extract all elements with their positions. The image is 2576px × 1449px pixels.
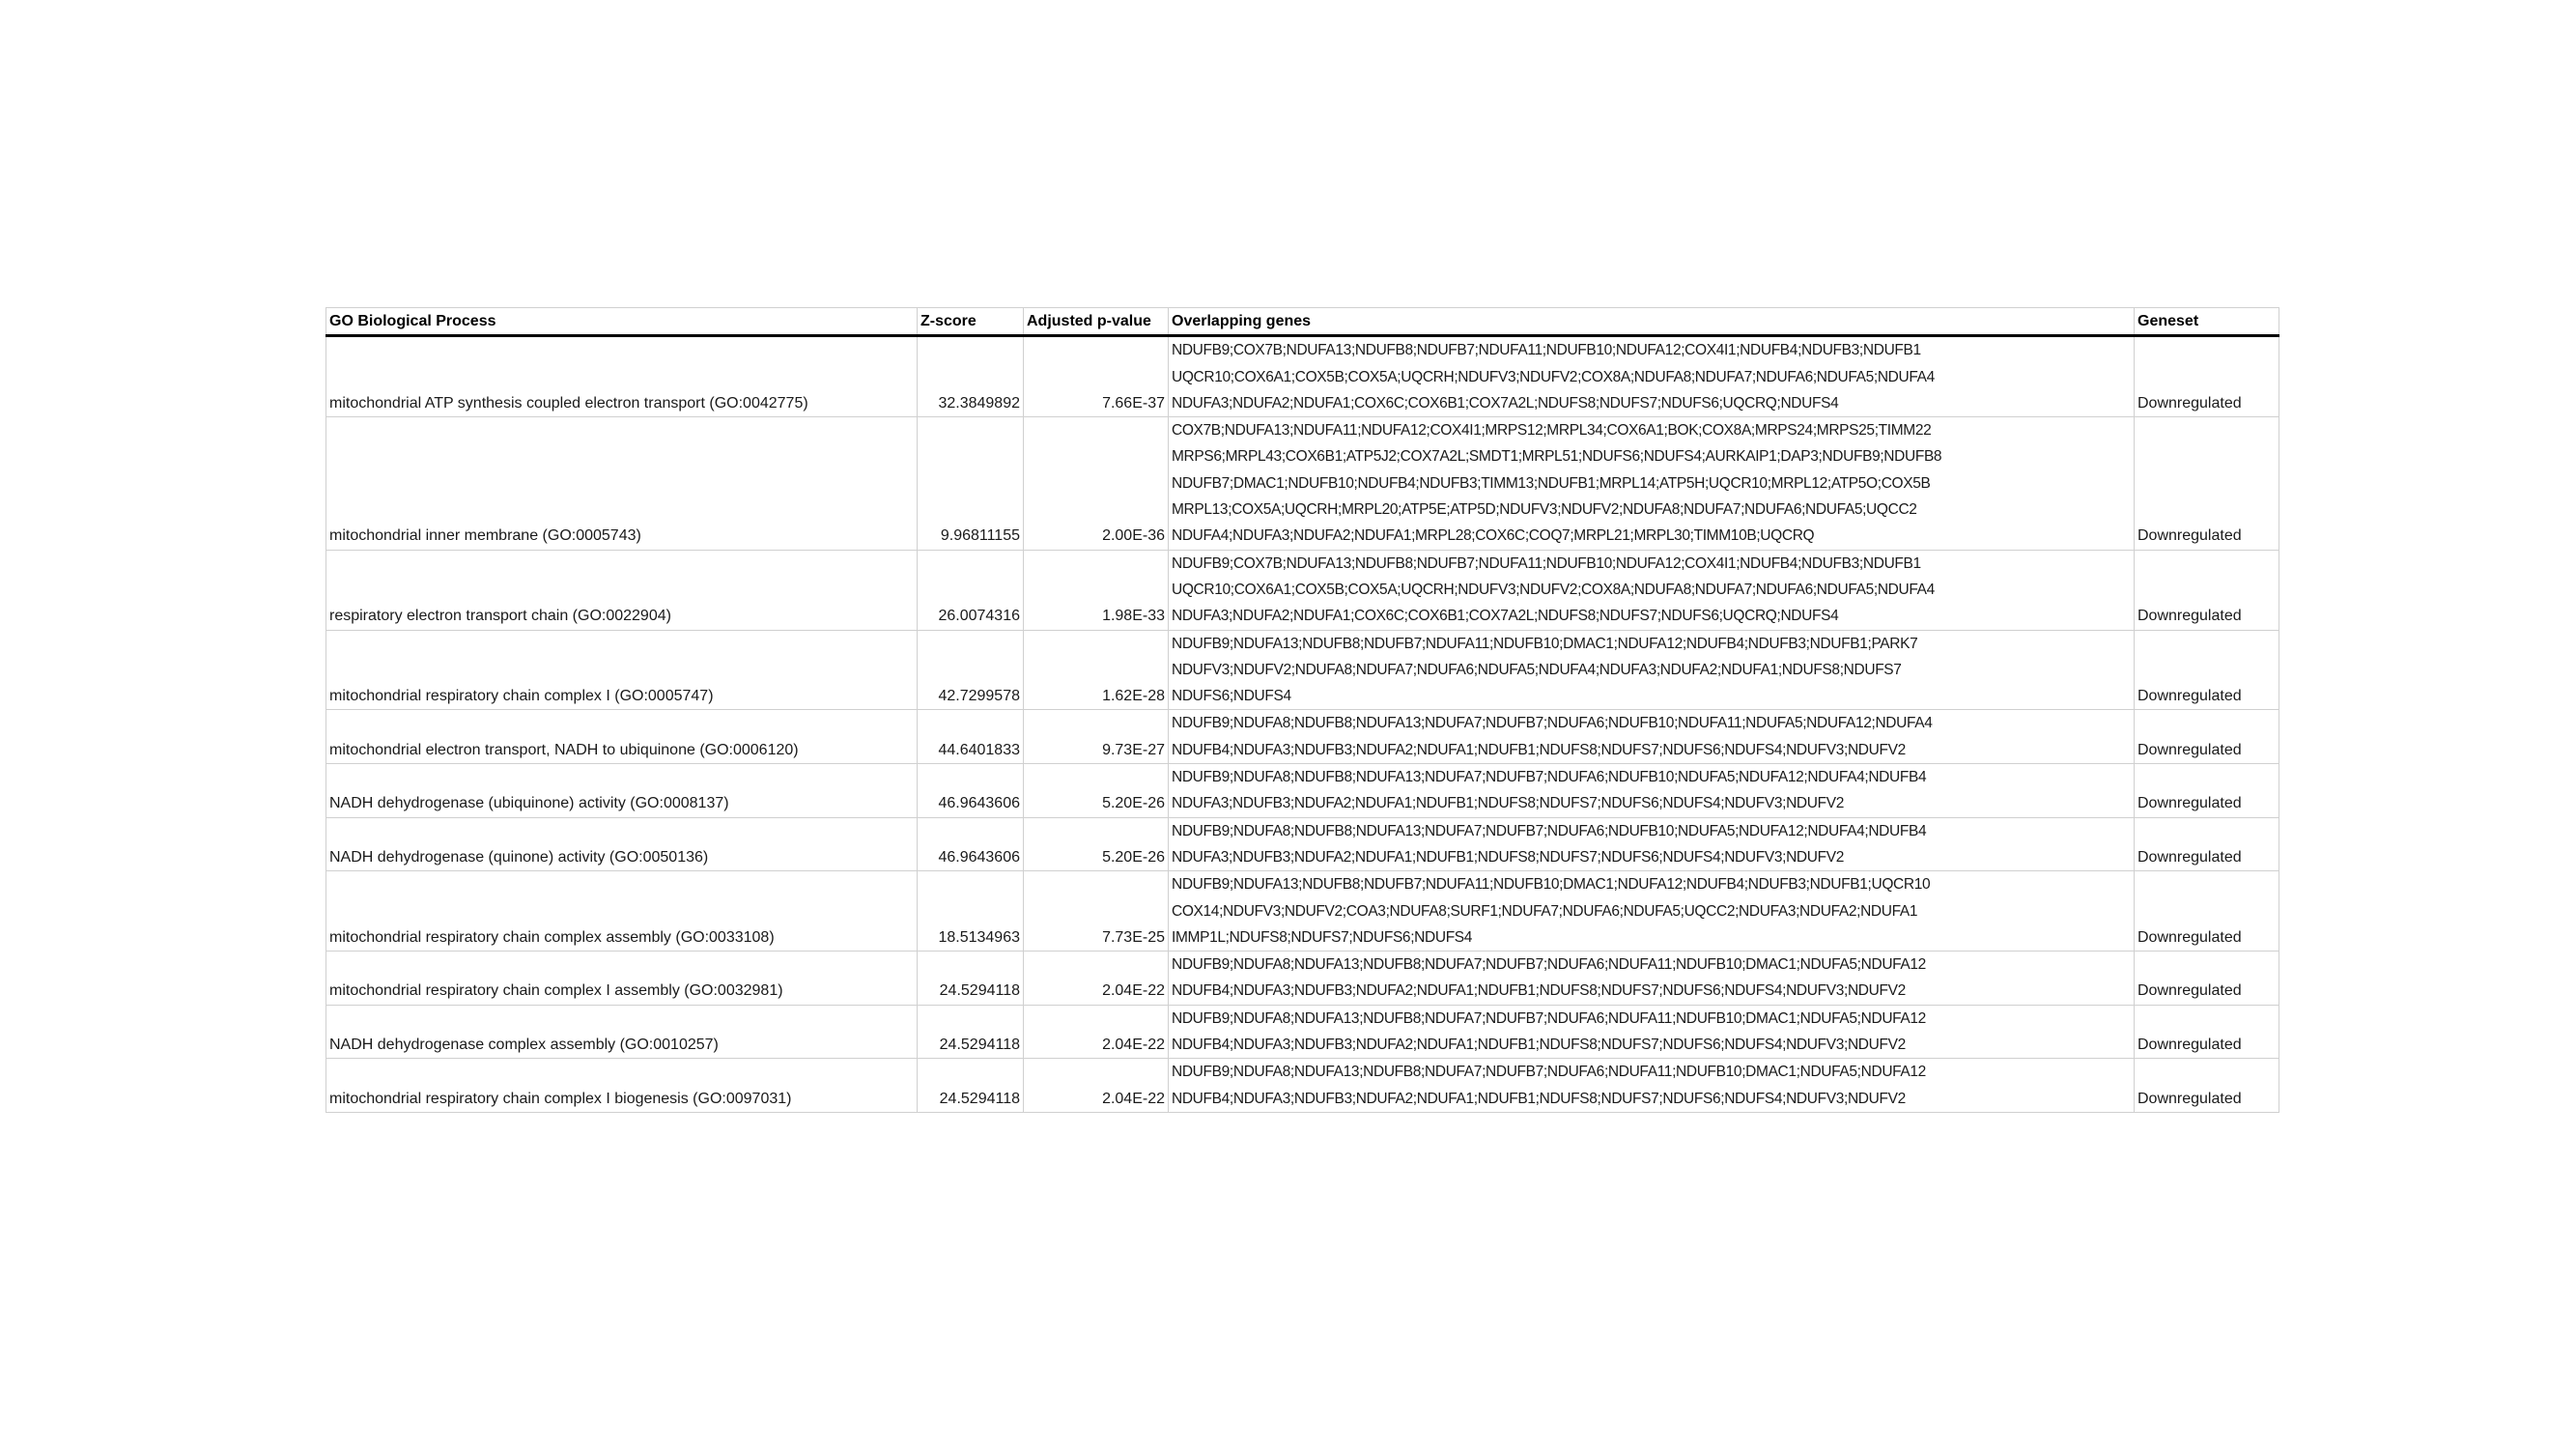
- gene-list-line: NDUFA3;NDUFA2;NDUFA1;COX6C;COX6B1;COX7A2L;NDUFS8;NDUFS7;NDUFS6;UQCRQ;NDUFS4: [1172, 394, 1839, 412]
- overlapping-genes-cell: [1169, 417, 2135, 550]
- table-row: [326, 630, 2279, 710]
- p-value-cell: 2.00E-36: [1024, 417, 1169, 550]
- gene-list-line: NDUFS6;NDUFS4: [1172, 688, 1291, 705]
- p-value-cell: 1.98E-33: [1024, 550, 1169, 630]
- geneset-cell: Downregulated: [2135, 871, 2279, 952]
- table-body: [326, 336, 2279, 1113]
- z-score-cell: 32.3849892: [918, 336, 1024, 417]
- gene-list-line: NDUFB4;NDUFA3;NDUFB3;NDUFA2;NDUFA1;NDUFB1;NDUFS8;NDUFS7;NDUFS6;NDUFS4;NDUFV3;NDUFV2: [1172, 1037, 1906, 1054]
- gene-list-line: UQCR10;COX6A1;COX5B;COX5A;UQCRH;NDUFV3;NDUFV2;COX8A;NDUFA8;NDUFA7;NDUFA6;NDUFA5;NDUFA4: [1172, 581, 1935, 598]
- go-process-cell: mitochondrial electron transport, NADH to ubiquinone (GO:0006120): [326, 710, 918, 764]
- gene-list-line: NDUFB9;NDUFA8;NDUFB8;NDUFA13;NDUFA7;NDUFB7;NDUFA6;NDUFB10;NDUFA5;NDUFA12;NDUFA4;NDUFB4: [1172, 769, 1927, 786]
- overlapping-genes-cell: [1169, 336, 2135, 417]
- p-value-cell: 1.62E-28: [1024, 630, 1169, 710]
- gene-list-line: MRPL13;COX5A;UQCRH;MRPL20;ATP5E;ATP5D;NDUFV3;NDUFV2;NDUFA8;NDUFA7;NDUFA6;NDUFA5;UQCC2: [1172, 501, 1917, 519]
- go-process-cell: NADH dehydrogenase complex assembly (GO:0010257): [326, 1005, 918, 1059]
- geneset-cell: Downregulated: [2135, 710, 2279, 764]
- gene-list-line: NDUFB9;COX7B;NDUFA13;NDUFB8;NDUFB7;NDUFA11;NDUFB10;NDUFA12;COX4I1;NDUFB4;NDUFB3;NDUFB1: [1172, 342, 1921, 359]
- go-process-cell: respiratory electron transport chain (GO:0022904): [326, 550, 918, 630]
- p-value-cell: 7.66E-37: [1024, 336, 1169, 417]
- gene-list-line: NDUFB7;DMAC1;NDUFB10;NDUFB4;NDUFB3;TIMM13;NDUFB1;MRPL14;ATP5H;UQCR10;MRPL12;ATP5O;COX5B: [1172, 474, 1931, 492]
- table-row: [326, 817, 2279, 871]
- p-value-cell: 2.04E-22: [1024, 952, 1169, 1006]
- table-row: [326, 550, 2279, 630]
- table-row: [326, 1059, 2279, 1113]
- gene-list-line: NDUFB9;NDUFA8;NDUFA13;NDUFB8;NDUFA7;NDUFB7;NDUFA6;NDUFA11;NDUFB10;DMAC1;NDUFA5;NDUFA12: [1172, 956, 1926, 974]
- go-process-cell: mitochondrial inner membrane (GO:0005743): [326, 417, 918, 550]
- gene-list-line: NDUFB9;COX7B;NDUFA13;NDUFB8;NDUFB7;NDUFA11;NDUFB10;NDUFA12;COX4I1;NDUFB4;NDUFB3;NDUFB1: [1172, 554, 1921, 572]
- header-overlapping-genes: Overlapping genes: [1169, 308, 2135, 336]
- p-value-cell: 2.04E-22: [1024, 1059, 1169, 1113]
- gene-list-line: NDUFB4;NDUFA3;NDUFB3;NDUFA2;NDUFA1;NDUFB1;NDUFS8;NDUFS7;NDUFS6;NDUFS4;NDUFV3;NDUFV2: [1172, 741, 1906, 758]
- p-value-cell: 7.73E-25: [1024, 871, 1169, 952]
- geneset-cell: Downregulated: [2135, 817, 2279, 871]
- overlapping-genes-cell: [1169, 764, 2135, 818]
- gene-list-line: COX7B;NDUFA13;NDUFA11;NDUFA12;COX4I1;MRPS12;MRPL34;COX6A1;BOK;COX8A;MRPS24;MRPS25;TIMM22: [1172, 422, 1932, 440]
- go-process-cell: mitochondrial respiratory chain complex I assembly (GO:0032981): [326, 952, 918, 1006]
- go-process-cell: mitochondrial respiratory chain complex assembly (GO:0033108): [326, 871, 918, 952]
- z-score-cell: 26.0074316: [918, 550, 1024, 630]
- header-row: [326, 308, 2279, 336]
- table-row: [326, 1005, 2279, 1059]
- overlapping-genes-cell: [1169, 817, 2135, 871]
- overlapping-genes-cell: [1169, 710, 2135, 764]
- geneset-cell: Downregulated: [2135, 1005, 2279, 1059]
- table-row: [326, 336, 2279, 417]
- go-process-cell: NADH dehydrogenase (quinone) activity (GO:0050136): [326, 817, 918, 871]
- table-row: [326, 417, 2279, 550]
- header-go-process: GO Biological Process: [326, 308, 918, 336]
- gene-list-line: NDUFA4;NDUFA3;NDUFA2;NDUFA1;MRPL28;COX6C;COQ7;MRPL21;MRPL30;TIMM10B;UQCRQ: [1172, 527, 1815, 545]
- go-process-cell: mitochondrial respiratory chain complex I (GO:0005747): [326, 630, 918, 710]
- p-value-cell: 2.04E-22: [1024, 1005, 1169, 1059]
- gene-list-line: UQCR10;COX6A1;COX5B;COX5A;UQCRH;NDUFV3;NDUFV2;COX8A;NDUFA8;NDUFA7;NDUFA6;NDUFA5;NDUFA4: [1172, 368, 1935, 385]
- gene-list-line: NDUFA3;NDUFB3;NDUFA2;NDUFA1;NDUFB1;NDUFS8;NDUFS7;NDUFS6;NDUFS4;NDUFV3;NDUFV2: [1172, 848, 1844, 866]
- gene-list-line: IMMP1L;NDUFS8;NDUFS7;NDUFS6;NDUFS4: [1172, 928, 1473, 946]
- overlapping-genes-cell: [1169, 1059, 2135, 1113]
- gene-list-line: COX14;NDUFV3;NDUFV2;COA3;NDUFA8;SURF1;NDUFA7;NDUFA6;NDUFA5;UQCC2;NDUFA3;NDUFA2;NDUFA1: [1172, 902, 1918, 920]
- geneset-cell: Downregulated: [2135, 336, 2279, 417]
- table-header: [326, 308, 2279, 336]
- z-score-cell: 46.9643606: [918, 764, 1024, 818]
- overlapping-genes-cell: [1169, 952, 2135, 1006]
- geneset-cell: Downregulated: [2135, 417, 2279, 550]
- header-adjusted-p-value: Adjusted p-value: [1024, 308, 1169, 336]
- overlapping-genes-cell: [1169, 1005, 2135, 1059]
- gene-list-line: NDUFB4;NDUFA3;NDUFB3;NDUFA2;NDUFA1;NDUFB1;NDUFS8;NDUFS7;NDUFS6;NDUFS4;NDUFV3;NDUFV2: [1172, 1090, 1906, 1107]
- table-row: [326, 871, 2279, 952]
- z-score-cell: 9.96811155: [918, 417, 1024, 550]
- p-value-cell: 5.20E-26: [1024, 764, 1169, 818]
- gene-list-line: MRPS6;MRPL43;COX6B1;ATP5J2;COX7A2L;SMDT1;MRPL51;NDUFS6;NDUFS4;AURKAIP1;DAP3;NDUFB9;NDUFB8: [1172, 448, 1942, 466]
- gene-list-line: NDUFA3;NDUFB3;NDUFA2;NDUFA1;NDUFB1;NDUFS8;NDUFS7;NDUFS6;NDUFS4;NDUFV3;NDUFV2: [1172, 795, 1844, 812]
- gene-list-line: NDUFB9;NDUFA8;NDUFA13;NDUFB8;NDUFA7;NDUFB7;NDUFA6;NDUFA11;NDUFB10;DMAC1;NDUFA5;NDUFA12: [1172, 1009, 1926, 1027]
- geneset-cell: Downregulated: [2135, 630, 2279, 710]
- go-process-cell: mitochondrial respiratory chain complex I biogenesis (GO:0097031): [326, 1059, 918, 1113]
- z-score-cell: 42.7299578: [918, 630, 1024, 710]
- go-enrichment-table: [326, 307, 2279, 1113]
- gene-list-line: NDUFB9;NDUFA8;NDUFB8;NDUFA13;NDUFA7;NDUFB7;NDUFA6;NDUFB10;NDUFA11;NDUFA5;NDUFA12;NDUFA4: [1172, 715, 1933, 732]
- header-geneset: Geneset: [2135, 308, 2279, 336]
- gene-list-line: NDUFB9;NDUFA8;NDUFB8;NDUFA13;NDUFA7;NDUFB7;NDUFA6;NDUFB10;NDUFA5;NDUFA12;NDUFA4;NDUFB4: [1172, 822, 1927, 839]
- table-row: [326, 764, 2279, 818]
- table-row: [326, 952, 2279, 1006]
- go-process-cell: mitochondrial ATP synthesis coupled electron transport (GO:0042775): [326, 336, 918, 417]
- p-value-cell: 5.20E-26: [1024, 817, 1169, 871]
- p-value-cell: 9.73E-27: [1024, 710, 1169, 764]
- header-z-score: Z-score: [918, 308, 1024, 336]
- z-score-cell: 24.5294118: [918, 1005, 1024, 1059]
- overlapping-genes-cell: [1169, 630, 2135, 710]
- gene-list-line: NDUFA3;NDUFA2;NDUFA1;COX6C;COX6B1;COX7A2L;NDUFS8;NDUFS7;NDUFS6;UQCRQ;NDUFS4: [1172, 608, 1839, 625]
- overlapping-genes-cell: [1169, 550, 2135, 630]
- table-row: [326, 710, 2279, 764]
- go-process-cell: NADH dehydrogenase (ubiquinone) activity (GO:0008137): [326, 764, 918, 818]
- z-score-cell: 44.6401833: [918, 710, 1024, 764]
- geneset-cell: Downregulated: [2135, 1059, 2279, 1113]
- overlapping-genes-cell: [1169, 871, 2135, 952]
- gene-list-line: NDUFV3;NDUFV2;NDUFA8;NDUFA7;NDUFA6;NDUFA5;NDUFA4;NDUFA3;NDUFA2;NDUFA1;NDUFS8;NDUFS7: [1172, 661, 1902, 678]
- gene-list-line: NDUFB9;NDUFA8;NDUFA13;NDUFB8;NDUFA7;NDUFB7;NDUFA6;NDUFA11;NDUFB10;DMAC1;NDUFA5;NDUFA12: [1172, 1064, 1926, 1081]
- geneset-cell: Downregulated: [2135, 952, 2279, 1006]
- gene-list-line: NDUFB9;NDUFA13;NDUFB8;NDUFB7;NDUFA11;NDUFB10;DMAC1;NDUFA12;NDUFB4;NDUFB3;NDUFB1;UQCR10: [1172, 876, 1931, 894]
- z-score-cell: 18.5134963: [918, 871, 1024, 952]
- z-score-cell: 24.5294118: [918, 1059, 1024, 1113]
- gene-list-line: NDUFB4;NDUFA3;NDUFB3;NDUFA2;NDUFA1;NDUFB1;NDUFS8;NDUFS7;NDUFS6;NDUFS4;NDUFV3;NDUFV2: [1172, 982, 1906, 1000]
- geneset-cell: Downregulated: [2135, 550, 2279, 630]
- z-score-cell: 46.9643606: [918, 817, 1024, 871]
- geneset-cell: Downregulated: [2135, 764, 2279, 818]
- z-score-cell: 24.5294118: [918, 952, 1024, 1006]
- gene-list-line: NDUFB9;NDUFA13;NDUFB8;NDUFB7;NDUFA11;NDUFB10;DMAC1;NDUFA12;NDUFB4;NDUFB3;NDUFB1;PARK7: [1172, 635, 1918, 652]
